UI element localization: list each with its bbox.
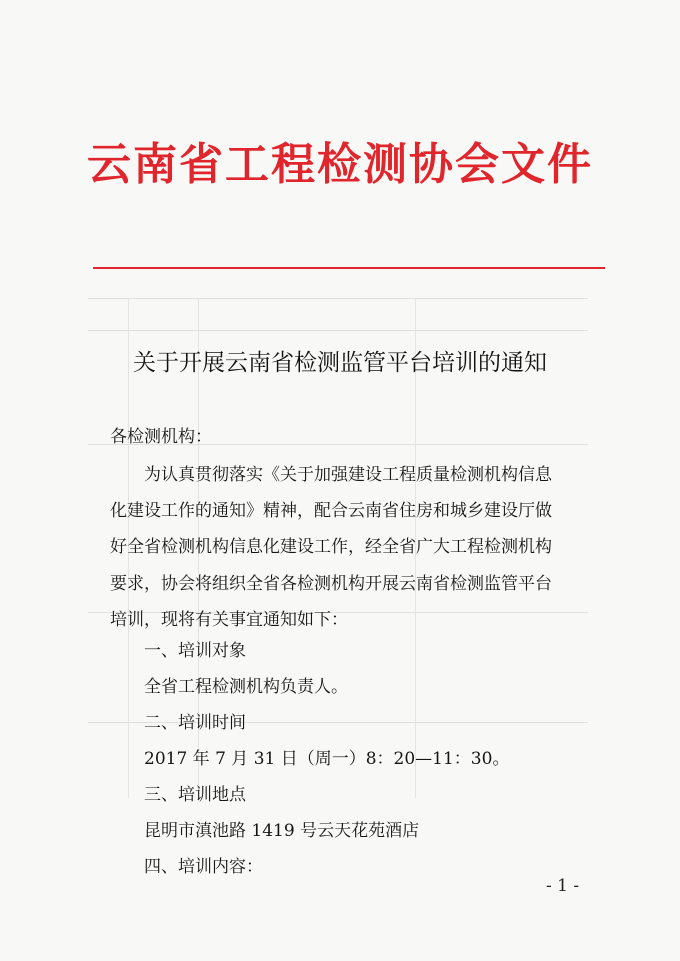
body-line: 要求，协会将组织全省各检测机构开展云南省检测监管平台: [110, 574, 552, 594]
body-line: 为认真贯彻落实《关于加强建设工程质量检测机构信息: [144, 465, 552, 485]
section-heading: 四、培训内容：: [144, 857, 263, 877]
bleed-through-rule: [88, 330, 588, 331]
page-number: - 1 -: [546, 876, 580, 896]
section-heading: 一、培训对象: [144, 641, 246, 661]
bleed-through-rule: [88, 298, 588, 299]
issuer-header: 云南省工程检测协会文件: [87, 139, 593, 190]
section-content: 全省工程检测机构负责人。: [144, 677, 348, 697]
body-line: 化建设工作的通知》精神，配合云南省住房和城乡建设厅做: [110, 501, 552, 521]
notice-title: 关于开展云南省检测监管平台培训的通知: [133, 350, 547, 376]
body-line: 好全省检测机构信息化建设工作，经全省广大工程检测机构: [110, 537, 552, 557]
red-separator-line: [93, 267, 605, 269]
salutation: 各检测机构：: [110, 427, 212, 447]
section-heading: 三、培训地点: [144, 785, 246, 805]
section-content: 昆明市滇池路 1419 号云天花苑酒店: [144, 821, 420, 841]
section-content: 2017 年 7 月 31 日（周一）8：20—11：30。: [144, 749, 510, 769]
section-heading: 二、培训时间: [144, 713, 246, 733]
body-line: 培训，现将有关事宜通知如下：: [110, 610, 348, 630]
